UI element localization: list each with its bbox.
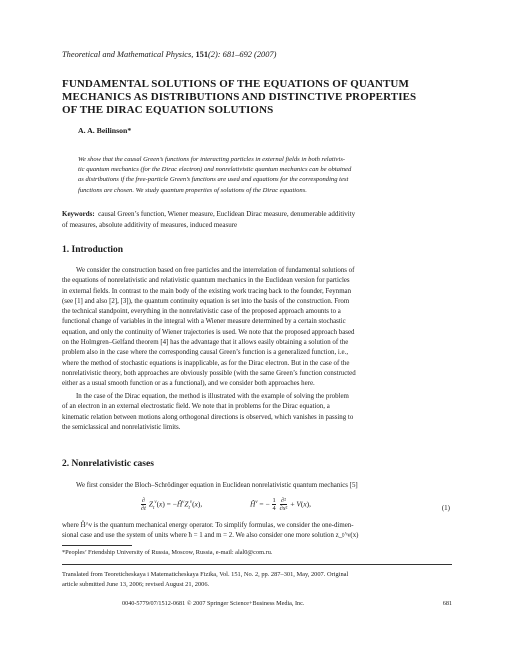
keywords-label: Keywords: (62, 210, 95, 218)
body-line: equation, and only the continuity of Wiener trajectories is used. We note that the proposed approach based (62, 328, 355, 336)
keywords-text: causal Green’s function, Wiener measure, Euclidean Dirac measure, denumerable additivity (98, 210, 356, 218)
footnote: *Peoples’ Friendship University of Russia, Moscow, Russia, e-mail: alal0@com.ru. (62, 549, 273, 556)
body-line: nonrelativistic theory, both approaches are obviously possible (with the same Green’s function constructed (62, 369, 356, 377)
title-line: MECHANICS AS DISTRIBUTIONS AND DISTINCTIVE PROPERTIES (62, 91, 417, 103)
body-line: either as a usual smooth function or as a functional), and we consider both approaches here. (62, 380, 315, 388)
body-line: the equations of nonrelativistic and relativistic quantum mechanics in the Euclidean version for particles (62, 277, 350, 285)
equation-1: $\frac{\partial}{\partial t}$ $Z_t^\nu(x)$ = $-Ĥ^\nu Z_t^\nu(x)$, $Ĥ^\nu$ = − $\frac{1}{4}$ $\frac{\text{∂²}}{\text{∂x²}}$ + V(x), (1) (141, 497, 450, 513)
journal-issue-pages: (2): 681–692 (2007) (208, 50, 277, 59)
translation-divider (62, 564, 452, 565)
intro-paragraph-2 (62, 392, 452, 433)
body-line: kinematic relation between motions along orthogonal directions is observed, which vanishes in passing to (62, 413, 354, 421)
body-line: We first consider the Bloch–Schrödinger equation in Euclidean nonrelativistic quantum mechanics [5] (76, 482, 358, 489)
section-heading-nonrelativistic: 2. Nonrelativistic cases (62, 459, 154, 469)
body-line: (see [1] and also [2], [3]), the quantum continuity equation is set into the basis of the construction. From (62, 297, 350, 305)
journal-header (62, 50, 276, 59)
title-line: OF THE DIRAC EQUATION SOLUTIONS (62, 104, 274, 116)
author: A. A. Beilinson* (78, 126, 132, 135)
keywords (62, 209, 452, 230)
body-line: on the Holmgren–Gelfand theorem [4] has the advantage that it allows easily obtaining a solution of the (62, 339, 349, 347)
journal-name: Theoretical and Mathematical Physics, (62, 50, 194, 59)
abstract (78, 155, 438, 196)
section-heading-introduction: 1. Introduction (62, 245, 124, 255)
body-line: of an electron in an external electrostatic field. We note that in problems for the Dirac equation, a (62, 403, 330, 411)
paper-title (62, 78, 462, 117)
body-line: functional change of variables in the integral with a Wiener measure determined by a certain stochastic (62, 318, 346, 326)
title-line: FUNDAMENTAL SOLUTIONS OF THE EQUATIONS OF QUANTUM (62, 78, 409, 90)
translation-line: Translated from Teoreticheskaya i Matematicheskaya Fizika, Vol. 151, No. 2, pp. 287–301, May, 2007. Original (62, 571, 349, 578)
abstract-line: as distributions if the free-particle Green’s functions are used and equations for the corresponding test (78, 176, 349, 184)
translation-line: article submitted June 13, 2006; revised August 21, 2006. (62, 580, 210, 588)
body-line: the technical standpoint, everything in the nonrelativistic case of the proposed approach amounts to a (62, 308, 341, 316)
abstract-line: functions are chosen. We study quantum properties of solutions of the Dirac equations. (78, 186, 307, 194)
body-line: the semiclassical and nonrelativistic limits. (62, 423, 181, 431)
body-line: in external fields. In contrast to the main body of the existing work tracing back to the founder, Feynman (62, 287, 352, 295)
abstract-line: We show that the causal Green’s functions for interacting particles in external fields in both relativis- (78, 156, 346, 163)
page-number: 681 (442, 600, 452, 607)
intro-paragraph-1 (62, 266, 452, 390)
translation-note (62, 570, 452, 589)
equation-number: (1) (441, 504, 450, 512)
body-line: In the case of the Dirac equation, the method is illustrated with the example of solving the problem (76, 393, 349, 400)
section2-after-equation (62, 521, 452, 542)
footnote-divider (62, 545, 132, 546)
body-line: where the method of stochastic equations is inapplicable, as for the Dirac electron. But in the case of the (62, 359, 350, 367)
body-line: sional case and use the system of units where ħ = 1 and m = 2. We also consider one more solution z_t^ν(x) (62, 532, 359, 540)
body-line: We consider the construction based on free particles and the interrelation of fundamental solutions of (76, 267, 355, 274)
journal-volume: 151 (195, 50, 208, 59)
abstract-line: tic quantum mechanics (for the Dirac electron) and nonrelativistic quantum mechanics can be obtained (78, 166, 352, 174)
keywords-text: of measures, absolute additivity of measures, induced measure (62, 220, 238, 229)
copyright: 0040-5779/07/1512-0681 © 2007 Springer Science+Business Media, Inc. (122, 600, 305, 607)
body-line: where Ĥ^ν is the quantum mechanical energy operator. To simplify formulas, we consider the one-dimen- (62, 522, 354, 529)
body-line: problem also in the case where the corresponding causal Green’s function is a generalized function, i.e., (62, 349, 349, 357)
section2-intro (62, 481, 452, 491)
